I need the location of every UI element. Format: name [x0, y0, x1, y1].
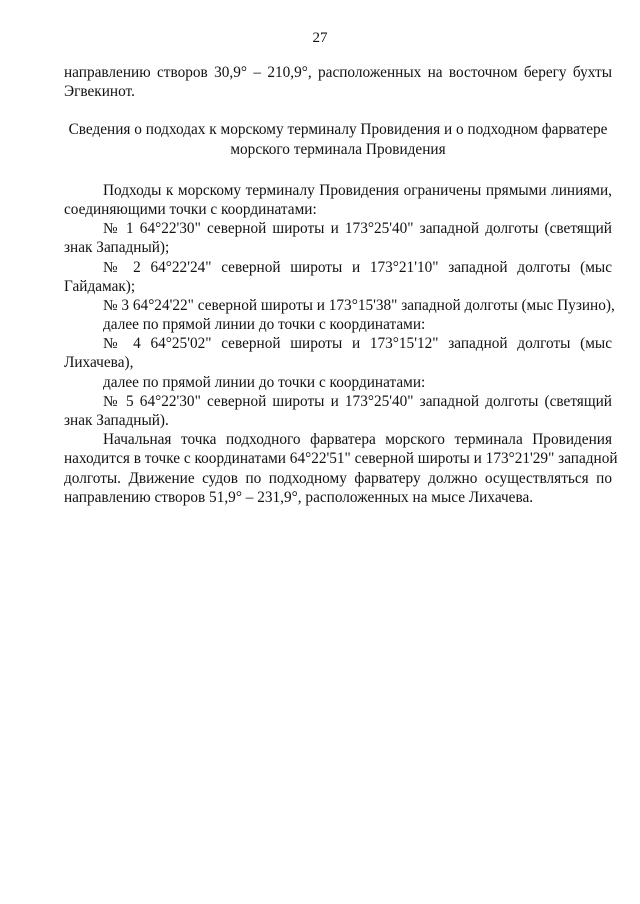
text-line: долготы. Движение судов по подходному фарватеру должно осуществляться по [64, 469, 612, 487]
text-line: соединяющими точки с координатами: [64, 200, 317, 218]
text-line: Гайдамак); [64, 277, 136, 295]
text-line: № 4 64°25'02" северной широты и 173°15'12" западной долготы (мыс [103, 335, 612, 353]
text-line: Подходы к морскому терминалу Провидения ограничены прямыми линиями, [103, 181, 612, 199]
point-4 [64, 334, 612, 372]
point-5 [64, 392, 612, 430]
approaches-paragraph [64, 181, 612, 219]
further-line: далее по прямой линии до точки с координатами: [103, 316, 426, 334]
point-3 [64, 296, 615, 315]
text-line: № 1 64°22'30" северной широты и 173°25'40" западной долготы (светящий [103, 220, 612, 238]
point-1 [64, 219, 612, 257]
text-line: направлению створов 51,9° – 231,9°, расположенных на мысе Лихачева. [64, 488, 534, 506]
text-line: направлению створов 30,9° – 210,9°, расположенных на восточном берегу бухты [64, 64, 612, 81]
text-line: Эгвекинот. [64, 83, 135, 101]
text-line: знак Западный); [64, 239, 170, 257]
page-number: 27 [312, 30, 328, 46]
heading-line: морского терминала Провидения [230, 140, 446, 158]
text-line: № 5 64°22'30" северной широты и 173°25'40" западной долготы (светящий [103, 392, 612, 410]
text-line: знак Западный). [64, 412, 169, 429]
heading-line: Сведения о подходах к морскому терминалу Провидения и о подходном фарватере [68, 121, 608, 139]
text-line: № 2 64°22'24" северной широты и 173°21'10" западной долготы (мыс [103, 258, 612, 276]
section-heading [64, 121, 612, 159]
fairway-paragraph [64, 430, 618, 507]
text-line: Начальная точка подходного фарватера морского терминала Провидения [103, 431, 612, 449]
text-line: № 3 64°24'22" северной широты и 173°15'38" западной долготы (мыс Пузино), [103, 296, 615, 314]
document-body [64, 63, 618, 507]
text-line: находится в точке с координатами 64°22'51" северной широты и 173°21'29" западной [64, 450, 618, 468]
text-line: Лихачева), [64, 354, 134, 372]
intro-paragraph [64, 63, 612, 101]
further-line: далее по прямой линии до точки с координатами: [103, 373, 426, 391]
point-2 [64, 258, 612, 296]
